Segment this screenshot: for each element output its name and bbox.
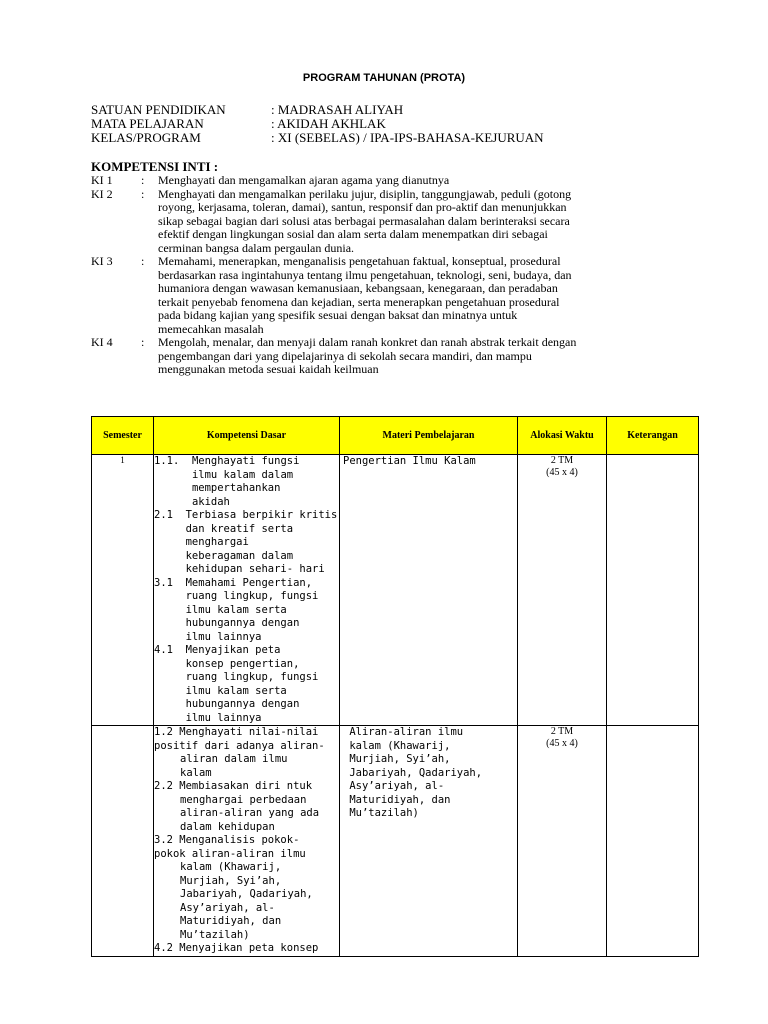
- kd-line: hubungannya dengan: [185, 617, 300, 629]
- kd-line: ilmu lainnya: [185, 711, 262, 724]
- kd-lines: [186, 577, 319, 645]
- cell-keterangan: [607, 726, 699, 957]
- kd-line: Terbiasa berpikir kritis: [185, 509, 338, 521]
- kd-line: ilmu lainnya: [185, 630, 262, 643]
- ki-line: memecahkan masalah: [158, 321, 264, 336]
- cell-kompetensi-dasar: [154, 455, 340, 726]
- table-header-row: [92, 417, 699, 455]
- cell-materi: [340, 726, 518, 957]
- ki-colon: :: [141, 254, 145, 268]
- alokasi-line: (45 x 4): [546, 467, 578, 478]
- kd-line: Asy’ariyah, al-: [180, 901, 275, 914]
- kd-number: 4.1: [154, 644, 186, 656]
- ki-code: KI 1: [91, 173, 113, 187]
- kd-line: menghargai perbedaan: [180, 793, 307, 806]
- kd-line: ruang lingkup, fungsi: [185, 671, 319, 683]
- ki-heading: KOMPETENSI INTI :: [91, 159, 219, 174]
- header-materi: Materi Pembelajaran: [340, 417, 518, 455]
- prota-table: [91, 416, 699, 957]
- materi-line: Aliran-aliran ilmu: [343, 726, 464, 738]
- ki-line: royong, kerjasama, toleran, damai), santun, responsif dan pro-aktif dan menunjukkan: [158, 200, 567, 214]
- kd-line: Maturidiyah, dan: [180, 915, 282, 927]
- kd-line: konsep pengertian,: [185, 657, 300, 670]
- ki-text: [158, 336, 711, 377]
- ki-colon: :: [141, 335, 145, 349]
- materi-line: Maturidiyah, dan: [343, 793, 451, 806]
- materi-line: Asy’ariyah, al-: [343, 780, 445, 792]
- kd-lines: [192, 455, 299, 509]
- kd-line: dalam kehidupan: [180, 820, 275, 833]
- kd-number: 2.1: [154, 509, 186, 521]
- ki-colon: :: [141, 186, 145, 201]
- kd-line: kalam (Khawarij,: [180, 861, 282, 873]
- kd-line: Mu’tazilah): [180, 928, 250, 941]
- kd-item: [154, 455, 339, 509]
- identity-label: MATA PELAJARAN: [91, 116, 204, 131]
- kd-lines: [186, 644, 319, 725]
- ki-line: cerminan bangsa dalam pergaulan dunia.: [158, 240, 355, 255]
- kd-line: dan kreatif serta: [185, 522, 294, 535]
- header-keterangan: Keterangan: [607, 417, 699, 455]
- kd-lines: [186, 509, 338, 577]
- ki-text: [158, 188, 711, 256]
- kd-line: Menyajikan peta: [185, 644, 281, 656]
- kd-line: ilmu kalam dalam: [191, 468, 294, 481]
- alokasi-line: 2 TM: [550, 455, 574, 466]
- kd-line: Menghayati fungsi: [191, 455, 300, 467]
- cell-keterangan: [607, 455, 699, 726]
- materi-line: Mu’tazilah): [343, 807, 419, 819]
- identity-value: : MADRASAH ALIYAH: [271, 102, 404, 117]
- kd-line: kalam: [180, 766, 212, 779]
- kd-item: [154, 509, 339, 577]
- kd-item: [154, 577, 339, 645]
- materi-line: Jabariyah, Qadariyah,: [343, 766, 483, 779]
- ki-line: pada bidang kajian yang spesifik sesuai dengan baksat dan minatnya untuk: [158, 308, 518, 322]
- kd-line: kehidupan sehari- hari: [185, 563, 325, 575]
- table-row: [92, 455, 699, 726]
- materi-line: kalam (Khawarij,: [343, 739, 451, 752]
- table-row: [92, 726, 699, 957]
- kd-number: 3.1: [154, 576, 186, 589]
- kd-line: menghargai: [185, 536, 249, 548]
- kd-line: 1.2 Menghayati nilai-nilai: [154, 726, 319, 738]
- kd-line: 4.2 Menyajikan peta konsep: [154, 942, 319, 954]
- cell-alokasi: [518, 455, 607, 726]
- ki-line: terkait penyebab fenomena dan kejadian, serta menerapkan pengetahuan prosedural: [158, 294, 560, 309]
- kd-line: aliran-aliran yang ada: [180, 807, 320, 819]
- ki-list: [91, 174, 711, 377]
- identity-row: [91, 103, 544, 117]
- ki-code: KI 2: [91, 186, 113, 201]
- kd-line: akidah: [191, 495, 230, 508]
- kd-item: [154, 644, 339, 725]
- ki-line: efektif dengan lingkungan sosial dan alam serta dalam menempatkan diri sebagai: [158, 227, 548, 241]
- cell-semester: 1: [92, 455, 154, 726]
- identity-row: [91, 117, 544, 131]
- ki-line: Menghayati dan mengamalkan perilaku jujur, disiplin, tanggungjawab, peduli (gotong: [158, 186, 572, 201]
- ki-line: Memahami, menerapkan, menganalisis pengetahuan faktual, konseptual, prosedural: [158, 254, 561, 268]
- kd-line: ruang lingkup, fungsi: [185, 590, 319, 602]
- kd-line: pokok aliran-aliran ilmu: [154, 847, 306, 860]
- kd-line: 3.2 Menganalisis pokok-: [154, 834, 300, 846]
- identity-row: [91, 131, 544, 145]
- kd-line: Memahami Pengertian,: [185, 576, 313, 589]
- kd-number: 1.1.: [154, 455, 192, 467]
- kd-line: 2.2 Membiasakan diri ntuk: [154, 780, 313, 792]
- ki-line: Mengolah, menalar, dan menyaji dalam ranah konkret dan ranah abstrak terkait dengan: [158, 335, 577, 349]
- materi-line: Murjiah, Syi’ah,: [343, 753, 451, 765]
- materi-line: Pengertian Ilmu Kalam: [343, 455, 476, 467]
- kd-line: aliran dalam ilmu: [180, 753, 288, 765]
- ki-line: pengembangan dari yang dipelajarinya di sekolah secara mandiri, dan mampu: [158, 348, 532, 363]
- identity-label: SATUAN PENDIDIKAN: [91, 102, 226, 117]
- kd-line: hubungannya dengan: [185, 698, 300, 710]
- ki-line: Menghayati dan mengamalkan ajaran agama yang dianutnya: [158, 173, 450, 187]
- cell-alokasi: [518, 726, 607, 957]
- ki-item: [91, 336, 711, 377]
- ki-text: [158, 174, 711, 188]
- ki-item: [91, 174, 711, 188]
- ki-line: berdasarkan rasa ingintahunya tentang ilmu pengetahuan, teknologi, seni, budaya, dan: [158, 267, 572, 282]
- kd-line: Murjiah, Syi’ah,: [180, 874, 282, 887]
- kd-line: positif dari adanya aliran-: [154, 739, 325, 752]
- identity-block: [91, 103, 544, 145]
- ki-colon: :: [141, 173, 145, 187]
- ki-code: KI 4: [91, 335, 113, 349]
- ki-item: [91, 188, 711, 256]
- kd-line: keberagaman dalam: [185, 549, 294, 562]
- alokasi-line: 2 TM: [550, 726, 574, 737]
- ki-code: KI 3: [91, 254, 113, 268]
- header-semester: Semester: [92, 417, 154, 455]
- document-title: PROGRAM TAHUNAN (PROTA): [302, 72, 466, 84]
- kd-line: ilmu kalam serta: [185, 603, 287, 616]
- cell-kompetensi-dasar: [154, 726, 340, 957]
- ki-line: menggunakan metoda sesuai kaidah keilmuan: [158, 362, 379, 376]
- identity-label: KELAS/PROGRAM: [91, 130, 201, 145]
- header-alokasi: Alokasi Waktu: [518, 417, 607, 455]
- ki-line: sikap sebagai bagian dari solusi atas berbagai permasalahan dalam berinteraksi secara: [158, 213, 570, 228]
- ki-text: [158, 255, 711, 336]
- header-kompetensi-dasar: Kompetensi Dasar: [154, 417, 340, 455]
- cell-semester: [92, 726, 154, 957]
- kd-line: Jabariyah, Qadariyah,: [180, 888, 313, 900]
- cell-materi: [340, 455, 518, 726]
- kd-line: ilmu kalam serta: [185, 684, 287, 697]
- ki-item: [91, 255, 711, 336]
- identity-value: : AKIDAH AKHLAK: [271, 116, 386, 131]
- kd-line: mempertahankan: [191, 482, 281, 494]
- ki-line: humaniora dengan wawasan kemanusiaan, kebangsaan, kenegaraan, dan peradaban: [158, 281, 558, 295]
- identity-value: : XI (SEBELAS) / IPA-IPS-BAHASA-KEJURUAN: [271, 130, 544, 145]
- alokasi-line: (45 x 4): [546, 738, 578, 749]
